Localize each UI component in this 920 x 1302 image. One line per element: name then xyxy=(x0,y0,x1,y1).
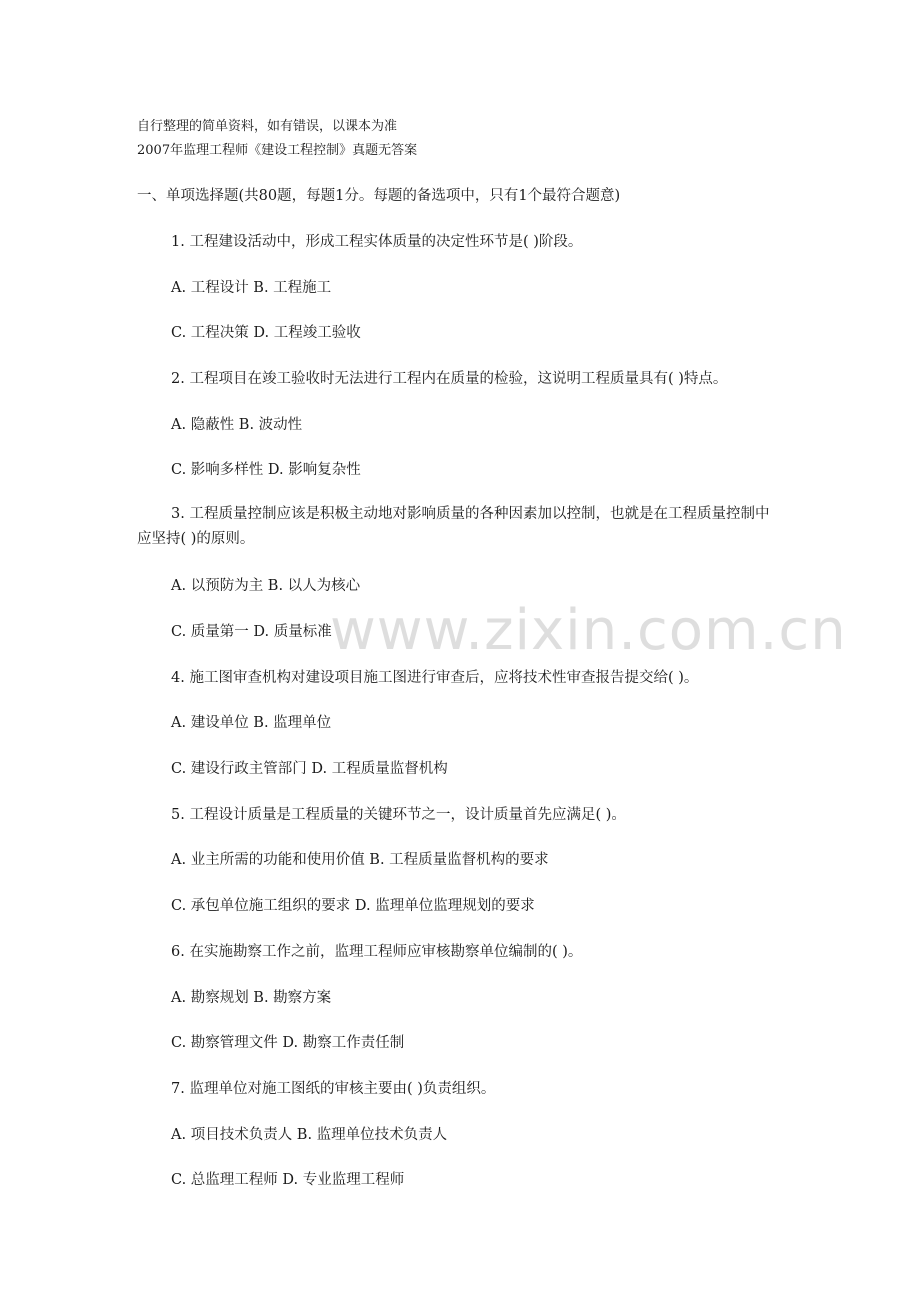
question-options-cd: C. 影响多样性 D. 影响复杂性 xyxy=(171,462,361,478)
question-stem: 4. 施工图审查机构对建设项目施工图进行审查后，应将技术性审查报告提交给( )。 xyxy=(171,670,699,686)
question-options-cd: C. 总监理工程师 D. 专业监理工程师 xyxy=(171,1172,405,1188)
document-title: 2007年监理工程师《建设工程控制》真题无答案 xyxy=(137,143,418,158)
question-options-ab: A. 以预防为主 B. 以人为核心 xyxy=(171,578,361,594)
header-note: 自行整理的简单资料，如有错误，以课本为准 xyxy=(137,119,398,134)
question-stem: 2. 工程项目在竣工验收时无法进行工程内在质量的检验，这说明工程质量具有( )特点。 xyxy=(171,371,728,387)
question-options-ab: A. 勘察规划 B. 勘察方案 xyxy=(171,990,332,1006)
section-heading: 一、单项选择题(共80题，每题1分。每题的备选项中，只有1个最符合题意) xyxy=(137,188,621,204)
question-stem: 5. 工程设计质量是工程质量的关键环节之一，设计质量首先应满足( )。 xyxy=(171,807,626,823)
question-options-ab: A. 工程设计 B. 工程施工 xyxy=(171,280,332,296)
watermark: www.zixin.com.cn xyxy=(330,598,847,663)
question-options-cd: C. 建设行政主管部门 D. 工程质量监督机构 xyxy=(171,761,448,777)
question-stem: 6. 在实施勘察工作之前，监理工程师应审核勘察单位编制的( )。 xyxy=(171,944,583,960)
question-stem: 1. 工程建设活动中，形成工程实体质量的决定性环节是( )阶段。 xyxy=(171,234,583,250)
question-options-cd: C. 承包单位施工组织的要求 D. 监理单位监理规划的要求 xyxy=(171,898,535,914)
question-options-cd: C. 勘察管理文件 D. 勘察工作责任制 xyxy=(171,1035,405,1051)
question-options-ab: A. 隐蔽性 B. 波动性 xyxy=(171,417,303,433)
question-options-ab: A. 项目技术负责人 B. 监理单位技术负责人 xyxy=(171,1127,448,1143)
question-stem: 3. 工程质量控制应该是积极主动地对影响质量的各种因素加以控制，也就是在工程质量控制中应坚持( )的原则。 xyxy=(137,506,770,547)
question-options-cd: C. 质量第一 D. 质量标准 xyxy=(171,624,332,640)
question-stem: 7. 监理单位对施工图纸的审核主要由( )负责组织。 xyxy=(171,1081,496,1097)
question-options-ab: A. 建设单位 B. 监理单位 xyxy=(171,715,332,731)
question-options-ab: A. 业主所需的功能和使用价值 B. 工程质量监督机构的要求 xyxy=(171,852,549,868)
question-options-cd: C. 工程决策 D. 工程竣工验收 xyxy=(171,325,361,341)
